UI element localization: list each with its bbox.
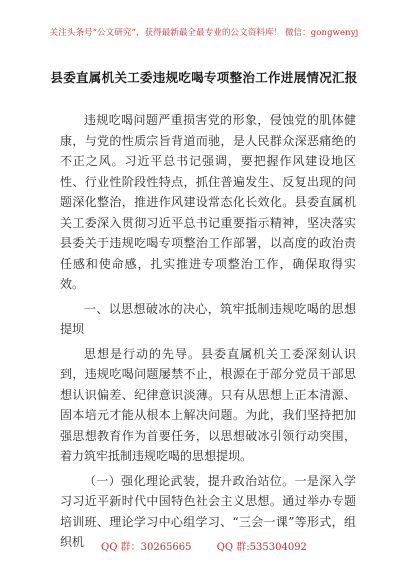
footer bbox=[0, 538, 408, 553]
document-body bbox=[60, 110, 356, 553]
footer-qq-group-1: QQ 群：30265665 bbox=[101, 542, 192, 553]
section-heading-1: 一、以思想破冰的决心，筑牢抵制违规吃喝的思想提坝 bbox=[60, 301, 356, 336]
document-title: 县委直属机关工委违规吃喝专项整治工作进展情况汇报 bbox=[50, 70, 358, 85]
paragraph-intro: 违规吃喝问题严重损害党的形象，侵蚀党的肌体健康，与党的性质宗旨背道而驰，是人民群众深恶痛绝的不正之风。习近平总书记强调，要把握作风建设地区性、行业性阶段性特点，抓住普遍发生、反复出现的问题深化整治，推进作风建设常态化长效化。县委直属机关工委深入贯彻习近平总书记重要指示精神，坚决落实县委关于违规吃喝专项整治工作部署，以高度的政治责任感和使命感，扎实推进专项整治工作，确保取得实效。 bbox=[60, 113, 356, 291]
footer-qq-group-2: QQ 群:535304092 bbox=[216, 542, 307, 553]
paragraph-section-1: 思想是行动的先导。县委直属机关工委深刻认识到，违规吃喝问题屡禁不止，根源在于部分党员干部思想认识偏差、纪律意识淡薄。只有从思想上正本清源、固本培元才能从根本上解决问题。为此，我们坚持把加强思想教育作为首要任务，以思想破冰引领行动突围，着力筑牢抵制违规吃喝的思想提坝。 bbox=[60, 346, 356, 463]
header-note: 关注头条号“公文研究”，获得最新最全最专业的公文资料库！ 微信：gongwenyj bbox=[49, 28, 359, 38]
paragraph-subsection-1: （一）强化理论武装，提升政治站位。一是深入学习习近平新时代中国特色社会主义思想。通过举办专题培训班、理论学习中心组学习、“三会一课”等形式，组织机 bbox=[60, 473, 356, 549]
